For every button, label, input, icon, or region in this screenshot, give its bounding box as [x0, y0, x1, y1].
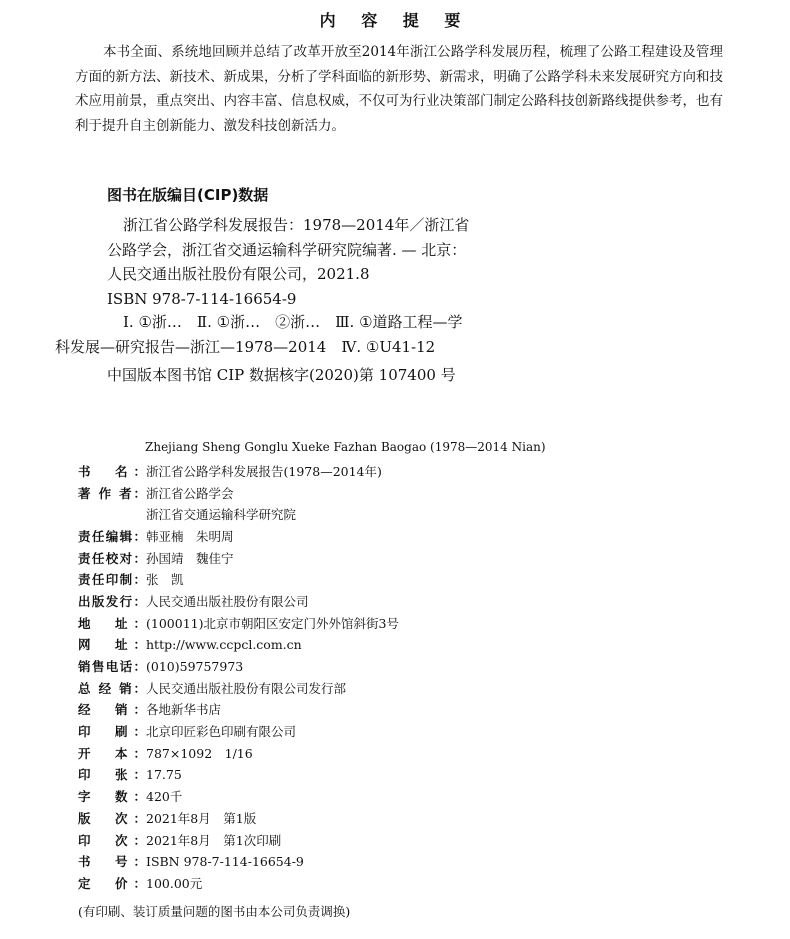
cip-number: 中国版本图书馆 CIP 数据核字(2020)第 107400 号 — [107, 366, 456, 384]
info-row-sheets — [78, 764, 399, 786]
info-label: 网 址： — [78, 637, 146, 653]
info-label: 印 刷： — [78, 724, 146, 740]
pinyin-title: Zhejiang Sheng Gonglu Xueke Fazhan Baogao (1978—2014 Nian) — [145, 440, 546, 454]
info-label: 印 次： — [78, 832, 146, 848]
info-row-sales-phone — [78, 655, 399, 677]
info-label: 经 销： — [78, 702, 146, 718]
info-row-address — [78, 612, 399, 634]
cip-class-line: 科发展—研究报告—浙江—1978—2014 Ⅳ. ①U41-12 — [55, 337, 436, 356]
info-row-author — [78, 482, 399, 504]
info-row-print-supervisor — [78, 568, 399, 590]
info-label: 出版发行： — [78, 593, 146, 609]
cip-line: 公路学会，浙江省交通运输科学研究院编著. — 北京： — [107, 240, 467, 259]
info-value: 浙江省公路学会 — [146, 485, 234, 501]
info-label: 地 址： — [78, 615, 146, 631]
info-label: 定 价： — [78, 875, 146, 891]
info-value: 787×1092 1/16 — [146, 745, 253, 761]
info-value: 各地新华书店 — [146, 702, 222, 718]
info-label: 开 本： — [78, 745, 146, 761]
abstract-paragraph: 本书全面、系统地回顾并总结了改革开放至2014年浙江公路学科发展历程，梳理了公路工程建设及管理方面的新方法、新技术、新成果，分析了学科面临的新形势、新需求，明确了公路学科未来发展研究方向和技术应用前景，重点突出、内容丰富、信息权威，不仅可为行业决策部门制定公路科技创新路线提供参考，也有利于提升自主创新能力、激发科技创新活力。 — [75, 44, 723, 134]
info-value: 420千 — [146, 789, 183, 805]
info-label: 责任校对： — [78, 550, 146, 566]
info-row-proofreader — [78, 547, 399, 569]
info-label: 责任印制： — [78, 572, 146, 588]
info-label: 印 张： — [78, 767, 146, 783]
info-value: 北京印匠彩色印刷有限公司 — [146, 724, 297, 740]
info-value: 2021年8月 第1次印刷 — [146, 832, 282, 848]
cip-line: 浙江省公路学科发展报告：1978—2014年／浙江省 — [123, 216, 470, 234]
cip-main-entry — [107, 213, 507, 311]
info-label: 责任编辑： — [78, 528, 146, 544]
info-value: 张 凯 — [146, 572, 184, 588]
info-row-editor — [78, 525, 399, 547]
info-row-printer — [78, 720, 399, 742]
info-value: 17.75 — [146, 766, 182, 782]
info-value: ISBN 978-7-114-16654-9 — [146, 853, 304, 869]
info-row-title — [78, 460, 399, 482]
info-row-word-count — [78, 785, 399, 807]
page-title: 内 容 提 要 — [319, 11, 471, 30]
info-row-isbn — [78, 850, 399, 872]
info-value: (100011)北京市朝阳区安定门外外馆斜街3号 — [146, 615, 399, 631]
info-row-format — [78, 742, 399, 764]
info-value: 人民交通出版社股份有限公司 — [146, 593, 309, 609]
info-row-retailer — [78, 699, 399, 721]
cip-class-line: Ⅰ. ①浙… Ⅱ. ①浙… ②浙… Ⅲ. ①道路工程—学 — [123, 313, 463, 331]
info-value: 孙国靖 魏佳宁 — [146, 550, 234, 566]
info-label: 字 数： — [78, 789, 146, 805]
info-row-edition — [78, 807, 399, 829]
info-label: 著 作 者： — [78, 485, 146, 501]
publication-info — [78, 460, 399, 894]
info-value: 浙江省交通运输科学研究院 — [146, 507, 297, 523]
info-value: 100.00元 — [146, 875, 203, 891]
info-value: 韩亚楠 朱明周 — [146, 528, 234, 544]
cip-heading: 图书在版编目(CIP)数据 — [107, 186, 269, 204]
info-label: 版 次： — [78, 810, 146, 826]
info-value: http://www.ccpcl.com.cn — [146, 636, 302, 652]
info-value: (010)59757973 — [146, 658, 244, 674]
info-row-publisher — [78, 590, 399, 612]
info-row-printing — [78, 829, 399, 851]
footer-note: (有印刷、装订质量问题的图书由本公司负责调换) — [78, 904, 351, 919]
cip-classification — [55, 310, 507, 359]
info-row-website — [78, 634, 399, 656]
info-value: 浙江省公路学科发展报告(1978—2014年) — [146, 463, 382, 479]
info-label: 销售电话： — [78, 659, 146, 675]
info-label: 总 经 销： — [78, 680, 146, 696]
info-row-price — [78, 872, 399, 894]
info-label: 书 名： — [78, 463, 146, 479]
info-row-author-2 — [78, 503, 399, 525]
info-row-distributor — [78, 677, 399, 699]
info-label: 书 号： — [78, 854, 146, 870]
cip-line: 人民交通出版社股份有限公司，2021.8 — [107, 265, 370, 283]
info-value: 人民交通出版社股份有限公司发行部 — [146, 680, 347, 696]
info-value: 2021年8月 第1版 — [146, 810, 257, 826]
cip-isbn: ISBN 978-7-114-16654-9 — [107, 289, 297, 308]
